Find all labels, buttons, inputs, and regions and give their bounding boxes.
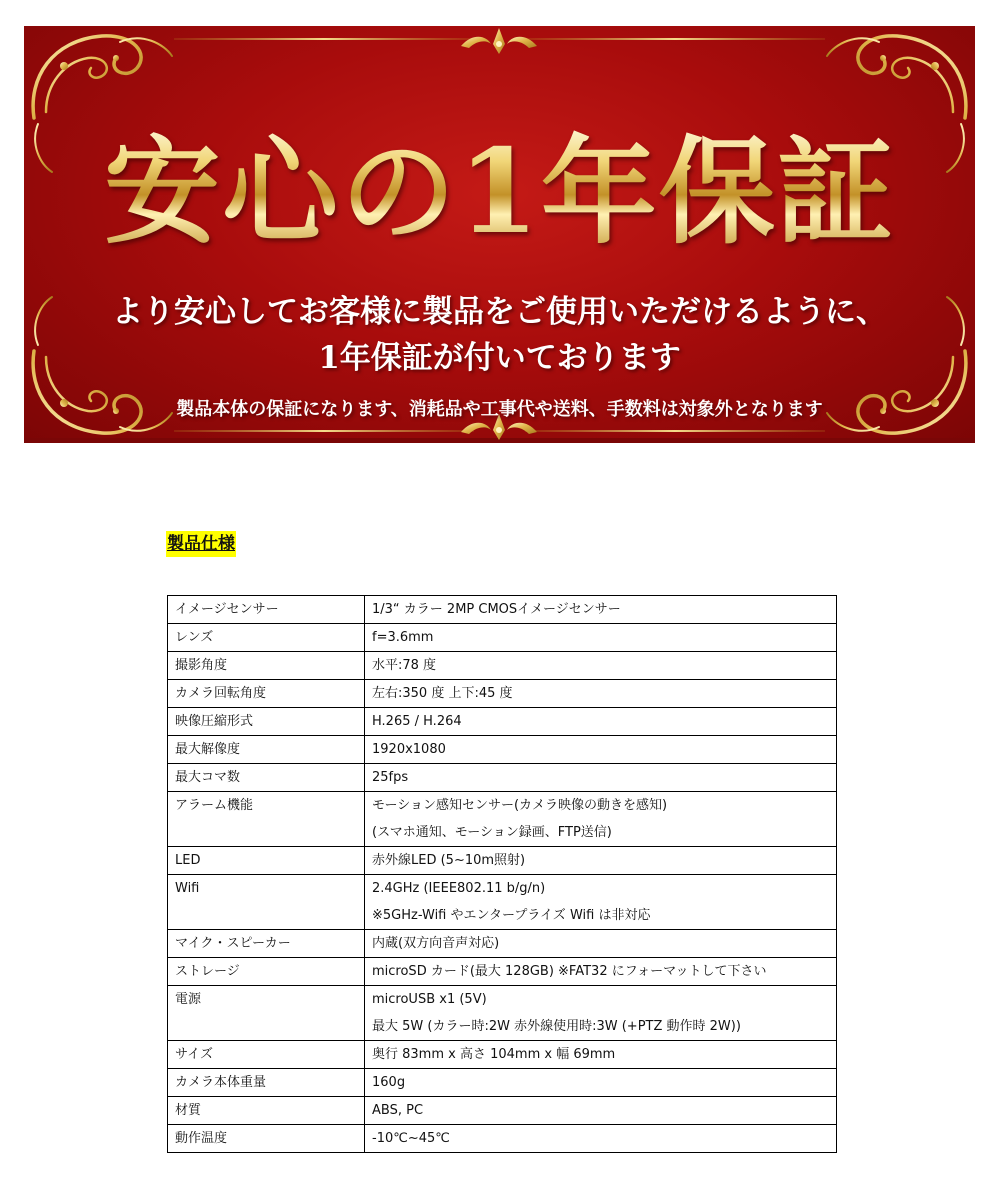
spec-value-cell <box>365 1097 837 1125</box>
spec-value: microSD カード(最大 128GB) ※FAT32 にフォーマットして下さい <box>372 964 767 979</box>
spec-label: 最大コマ数 <box>175 770 241 785</box>
spec-row <box>168 1041 837 1069</box>
spec-value: モーション感知センサー(カメラ映像の動きを感知) <box>372 798 668 813</box>
spec-value: 25fps <box>372 770 409 785</box>
spec-value-cell <box>365 736 837 764</box>
warranty-subline-2: 1年保証が付いております <box>318 340 681 376</box>
spec-row <box>168 680 837 708</box>
spec-label-cell <box>168 596 365 624</box>
spec-value: 160g <box>372 1075 406 1090</box>
spec-value-cell <box>365 792 837 847</box>
spec-label: 撮影角度 <box>175 658 228 673</box>
spec-label: 材質 <box>175 1103 202 1118</box>
spec-label-cell <box>168 847 365 875</box>
spec-value-cell <box>365 875 837 930</box>
spec-label: アラーム機能 <box>175 798 254 813</box>
spec-row <box>168 930 837 958</box>
spec-value-cell <box>365 930 837 958</box>
spec-row <box>168 708 837 736</box>
spec-label-cell <box>168 1097 365 1125</box>
spec-value: ABS, PC <box>372 1103 424 1118</box>
spec-value-cell <box>365 847 837 875</box>
spec-label-cell <box>168 708 365 736</box>
spec-value: 奥行 83mm x 高さ 104mm x 幅 69mm <box>372 1047 616 1062</box>
spec-label-cell <box>168 1125 365 1153</box>
spec-label-cell <box>168 1069 365 1097</box>
spec-row <box>168 958 837 986</box>
spec-label-cell <box>168 1041 365 1069</box>
spec-label: レンズ <box>175 630 214 645</box>
spec-value-cell <box>365 652 837 680</box>
spec-label: カメラ本体重量 <box>175 1075 267 1090</box>
spec-value: 内蔵(双方向音声対応) <box>372 936 500 951</box>
spec-value: 1/3“ カラー 2MP CMOSイメージセンサー <box>372 602 621 617</box>
spec-label: Wifi <box>175 881 200 896</box>
spec-label-cell <box>168 764 365 792</box>
spec-label: LED <box>175 853 201 868</box>
spec-value: f=3.6mm <box>372 630 434 645</box>
spec-row <box>168 596 837 624</box>
spec-label: ストレージ <box>175 964 240 979</box>
spec-value: 2.4GHz (IEEE802.11 b/g/n) <box>372 881 546 896</box>
spec-label-cell <box>168 736 365 764</box>
spec-row <box>168 764 837 792</box>
spec-label: 動作温度 <box>175 1131 228 1146</box>
spec-value-cell <box>365 1069 837 1097</box>
spec-value: microUSB x1 (5V) <box>372 992 487 1007</box>
spec-label-cell <box>168 624 365 652</box>
spec-label: マイク・スピーカー <box>175 936 291 951</box>
spec-value-cell <box>365 1125 837 1153</box>
spec-label: 映像圧縮形式 <box>175 714 254 729</box>
warranty-subline-1: より安心してお客様に製品をご使用いただけるように、 <box>112 294 887 330</box>
spec-value: 赤外線LED (5~10m照射) <box>372 853 526 868</box>
spec-value: 1920x1080 <box>372 742 446 757</box>
spec-value-cell <box>365 1041 837 1069</box>
spec-label-cell <box>168 875 365 930</box>
spec-row <box>168 624 837 652</box>
spec-value: H.265 / H.264 <box>372 714 462 729</box>
spec-row <box>168 736 837 764</box>
spec-label-cell <box>168 680 365 708</box>
spec-value: 左右:350 度 上下:45 度 <box>372 686 513 701</box>
spec-row <box>168 1125 837 1153</box>
warranty-note: 製品本体の保証になります、消耗品や工事代や送料、手数料は対象外となります <box>176 399 823 420</box>
spec-row <box>168 652 837 680</box>
spec-value-cell <box>365 708 837 736</box>
spec-row <box>168 1097 837 1125</box>
spec-label-cell <box>168 652 365 680</box>
warranty-headline: 安心の1年保証 <box>24 122 975 262</box>
spec-value-cell <box>365 680 837 708</box>
warranty-banner <box>24 26 975 443</box>
spec-value: -10℃~45℃ <box>372 1131 450 1146</box>
spec-value-cell <box>365 624 837 652</box>
spec-label: サイズ <box>175 1047 213 1062</box>
spec-value-cell <box>365 986 837 1041</box>
spec-label-cell <box>168 792 365 847</box>
spec-row <box>168 986 837 1041</box>
spec-label-cell <box>168 958 365 986</box>
spec-section-title: 製品仕様 <box>166 531 236 557</box>
spec-label: 電源 <box>175 992 202 1007</box>
spec-table <box>167 595 837 1153</box>
spec-row <box>168 847 837 875</box>
spec-row <box>168 875 837 930</box>
spec-label: 最大解像度 <box>175 742 241 757</box>
spec-value: 水平:78 度 <box>372 658 437 673</box>
spec-row <box>168 792 837 847</box>
spec-label: カメラ回転角度 <box>175 686 267 701</box>
spec-value: (スマホ通知、モーション録画、FTP送信) <box>372 825 612 840</box>
spec-table-body <box>168 596 837 1153</box>
spec-value-cell <box>365 764 837 792</box>
spec-label-cell <box>168 930 365 958</box>
spec-value: 最大 5W (カラー時:2W 赤外線使用時:3W (+PTZ 動作時 2W)) <box>372 1019 741 1034</box>
spec-value-cell <box>365 958 837 986</box>
spec-label: イメージセンサー <box>175 602 279 617</box>
spec-label-cell <box>168 986 365 1041</box>
spec-row <box>168 1069 837 1097</box>
spec-value: ※5GHz-Wifi やエンタープライズ Wifi は非対応 <box>372 908 651 923</box>
spec-value-cell <box>365 596 837 624</box>
